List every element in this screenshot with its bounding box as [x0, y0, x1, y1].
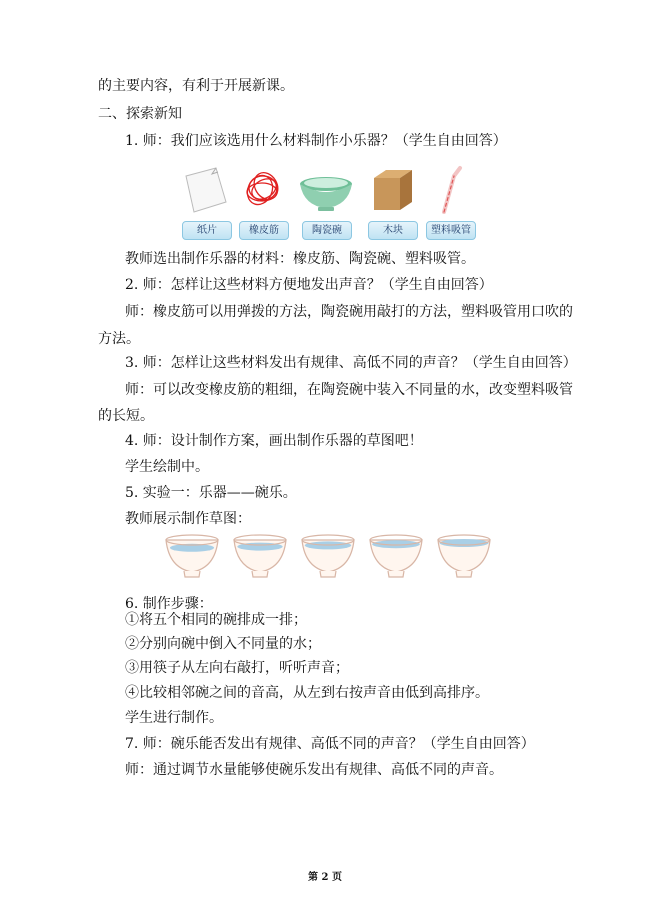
- text-line: 的主要内容，有利于开展新课。: [98, 78, 294, 94]
- material-label: 橡皮筋: [239, 221, 289, 240]
- text-line: 2. 师：怎样让这些材料方便地发出声音？（学生自由回答）: [125, 277, 493, 293]
- text-line: 1. 师：我们应该选用什么材料制作小乐器？（学生自由回答）: [125, 133, 507, 149]
- material-straw: [422, 158, 478, 240]
- text-line: 5. 实验一：乐器——碗乐。: [125, 485, 297, 501]
- material-bowl: [298, 158, 354, 240]
- bowl-icon: [231, 530, 289, 582]
- text-line: 的长短。: [98, 408, 154, 424]
- text-line: ②分别向碗中倒入不同量的水；: [125, 636, 321, 652]
- text-line: 方法。: [98, 331, 140, 347]
- text-line: 7. 师：碗乐能否发出有规律、高低不同的声音？（学生自由回答）: [125, 736, 535, 752]
- material-wood: [364, 158, 420, 240]
- material-label: 木块: [368, 221, 418, 240]
- bowl-icon: [163, 530, 221, 582]
- bowl-icon: [435, 530, 493, 582]
- text-line: 师：通过调节水量能够使碗乐发出有规律、高低不同的声音。: [125, 762, 503, 778]
- material-paper: [178, 158, 234, 240]
- text-line: 3. 师：怎样让这些材料发出有规律、高低不同的声音？（学生自由回答）: [125, 355, 577, 371]
- page-number: 第 2 页: [308, 872, 342, 883]
- bowls-sketch: [160, 530, 490, 586]
- text-line: ①将五个相同的碗排成一排；: [125, 612, 307, 628]
- material-label: 纸片: [182, 221, 232, 240]
- text-line: ③用筷子从左向右敲打，听听声音；: [125, 660, 349, 676]
- material-rubber-band: [235, 158, 291, 240]
- text-line: 教师展示制作草图：: [125, 511, 251, 527]
- text-line: 教师选出制作乐器的材料：橡皮筋、陶瓷碗、塑料吸管。: [125, 251, 475, 267]
- text-line: 4. 师：设计制作方案，画出制作乐器的草图吧！: [125, 433, 423, 449]
- bowl-icon: [299, 530, 357, 582]
- text-line: 师：可以改变橡皮筋的粗细，在陶瓷碗中装入不同量的水，改变塑料吸管: [125, 382, 573, 398]
- text-line: 师：橡皮筋可以用弹拨的方法，陶瓷碗用敲打的方法，塑料吸管用口吹的: [125, 304, 573, 320]
- material-label: 塑料吸管: [426, 221, 476, 240]
- text-line: ④比较相邻碗之间的音高，从左到右按声音由低到高排序。: [125, 685, 489, 701]
- bowl-icon: [367, 530, 425, 582]
- material-label: 陶瓷碗: [302, 221, 352, 240]
- wood-block-icon: [364, 162, 420, 218]
- text-line: 学生进行制作。: [125, 710, 223, 726]
- rubber-band-icon: [235, 162, 291, 218]
- section-heading: 二、探索新知: [98, 106, 182, 122]
- materials-figure: [170, 158, 490, 240]
- ceramic-bowl-icon: [298, 162, 354, 218]
- text-line: 6. 制作步骤：: [125, 596, 213, 612]
- paper-icon: [178, 162, 234, 218]
- text-line: 学生绘制中。: [125, 459, 209, 475]
- straw-icon: [422, 162, 478, 218]
